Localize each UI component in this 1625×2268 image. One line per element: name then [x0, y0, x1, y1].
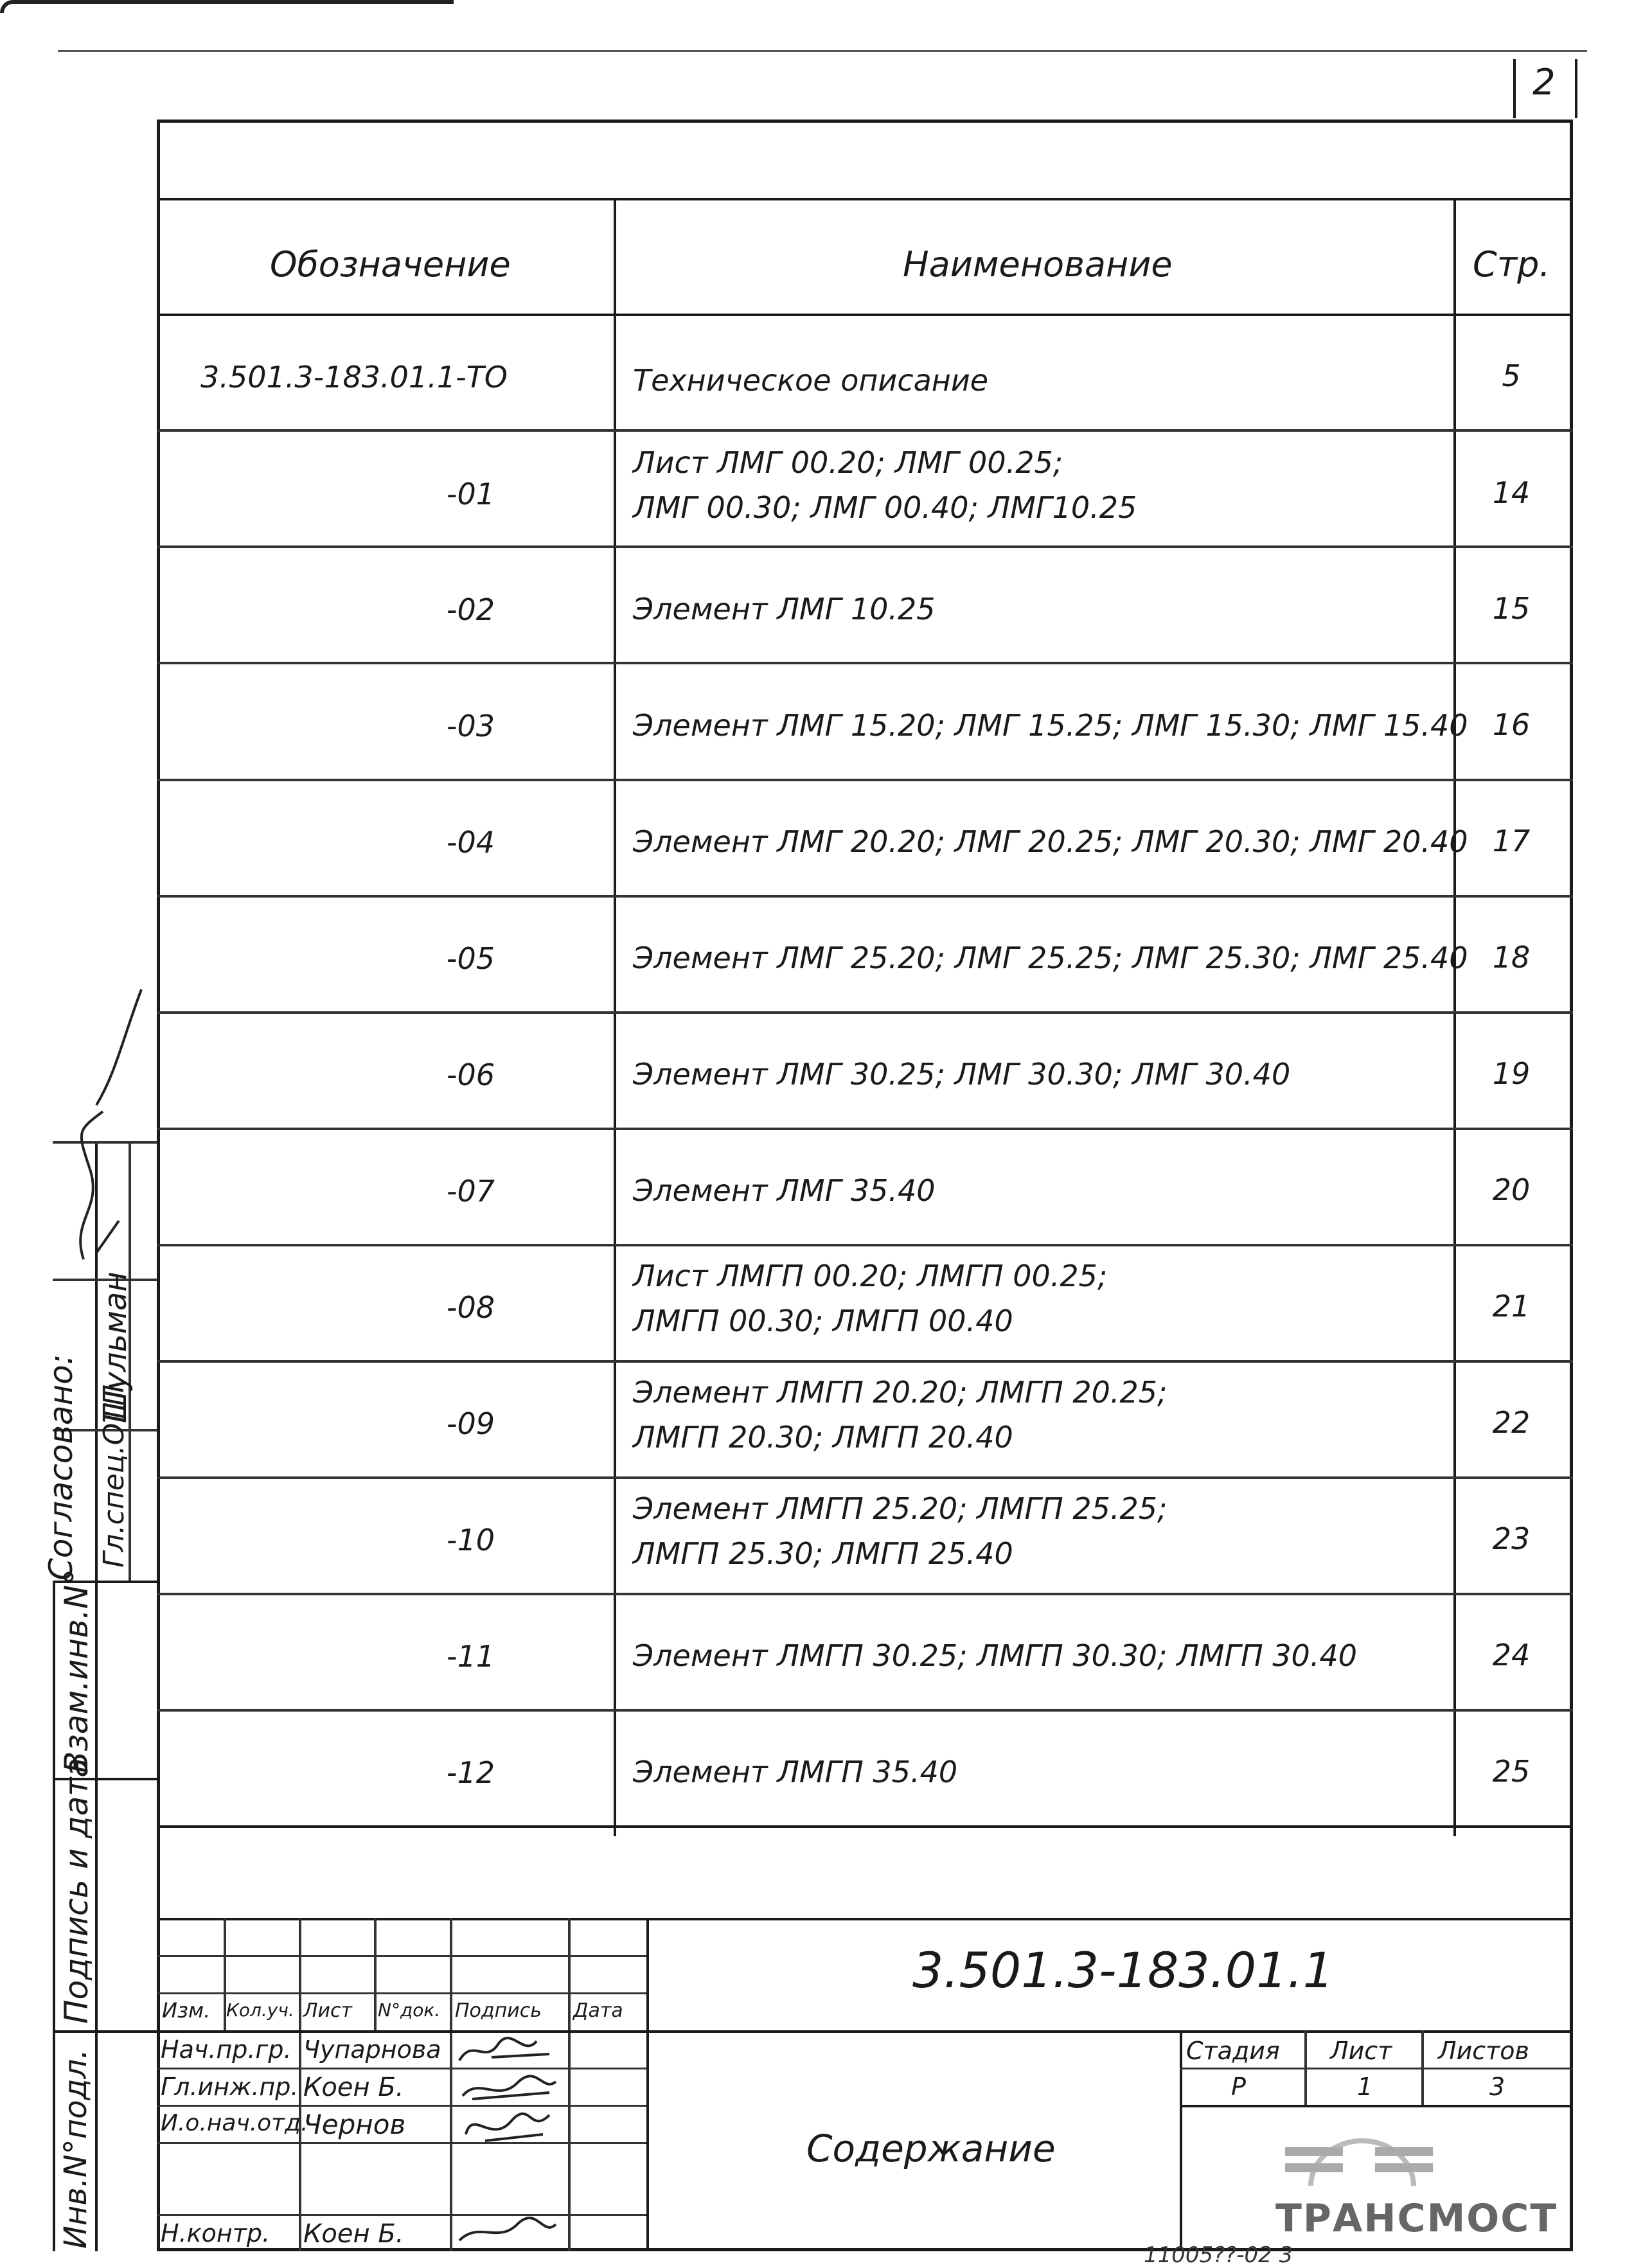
stamp-doc-title: Содержание — [806, 2127, 1056, 2170]
row-page: 19 — [1492, 1056, 1531, 1091]
stamp-person: Коен Б. — [303, 2219, 404, 2249]
stamp-role: Гл.инж.пр. — [161, 2073, 299, 2101]
header-page: Стр. — [1473, 244, 1550, 285]
stamp-sheets-label: Листов — [1438, 2037, 1529, 2065]
table-bottom-line — [157, 1825, 1573, 1828]
row-line — [157, 662, 1573, 664]
row-line — [157, 1593, 1573, 1595]
row-line — [157, 545, 1573, 548]
stamp-row — [157, 2214, 646, 2216]
row-name: Техническое описание — [633, 363, 989, 398]
row-code: 3.501.3-183.01.1-ТО — [200, 360, 508, 394]
row-page: 22 — [1492, 1405, 1531, 1440]
stamp-stage-col — [1180, 2030, 1182, 2251]
row-name: Элемент ЛМГП 30.25; ЛМГП 30.30; ЛМГП 30.40 — [633, 1638, 1357, 1673]
row-line — [157, 895, 1573, 898]
footer-note: 11005??-02 3 — [1144, 2242, 1293, 2268]
row-name-line2: ЛМГП 25.30; ЛМГП 25.40 — [633, 1536, 1013, 1571]
side-inv-orig: Инв.N°подл. — [58, 2049, 94, 2249]
row-name: Элемент ЛМГ 25.20; ЛМГ 25.25; ЛМГ 25.30; ЛМГ 25.40 — [633, 941, 1468, 975]
side-signature — [58, 977, 154, 1272]
row-name: Элемент ЛМГП 35.40 — [633, 1755, 958, 1789]
row-name: Элемент ЛМГ 30.25; ЛМГ 30.30; ЛМГ 30.40 — [633, 1057, 1291, 1092]
row-name: Элемент ЛМГП 25.20; ЛМГП 25.25; — [633, 1491, 1168, 1526]
stamp-person: Чупарнова — [303, 2035, 441, 2064]
row-code: -04 — [446, 825, 495, 860]
row-code: -06 — [446, 1058, 495, 1092]
row-line — [157, 1128, 1573, 1130]
row-line — [157, 429, 1573, 432]
stamp-doc-code: 3.501.3-183.01.1 — [912, 1942, 1334, 1999]
row-line — [157, 1244, 1573, 1246]
header-bottom-line — [157, 314, 1573, 316]
stamp-sheets-value: 3 — [1489, 2073, 1505, 2101]
header-designation: Обозначение — [270, 244, 511, 285]
header-top-line — [157, 198, 1573, 200]
row-code: -09 — [446, 1406, 495, 1441]
company-logo-text: ТРАНСМОСТ — [1275, 2196, 1558, 2241]
stamp-person: Чернов — [303, 2109, 406, 2140]
row-page: 17 — [1492, 824, 1531, 858]
row-code: -07 — [446, 1174, 495, 1209]
stamp-row — [157, 1992, 646, 1994]
side-strip-line — [53, 2030, 157, 2033]
row-line — [157, 1476, 1573, 1479]
stamp-col-date: Дата — [573, 1999, 623, 2022]
stamp-col — [450, 1918, 452, 2251]
row-code: -02 — [446, 592, 495, 627]
row-name-line2: ЛМГП 00.30; ЛМГП 00.40 — [633, 1304, 1013, 1338]
scan-edge — [0, 0, 454, 13]
row-code: -08 — [446, 1290, 495, 1325]
stamp-col-list: Лист — [303, 1999, 353, 2022]
stamp-right-mid-line — [646, 2030, 1573, 2033]
stamp-sheet-label: Лист — [1330, 2037, 1392, 2065]
row-name: Элемент ЛМГ 10.25 — [633, 592, 936, 626]
row-page: 20 — [1492, 1173, 1531, 1207]
row-page: 21 — [1492, 1289, 1531, 1324]
row-code: -11 — [446, 1639, 495, 1674]
side-agreed: Согласовано: — [42, 1354, 80, 1581]
sheet-number: 2 — [1532, 62, 1556, 103]
row-name-line2: ЛМГП 20.30; ЛМГП 20.40 — [633, 1420, 1013, 1455]
stamp-row — [157, 1955, 646, 1957]
row-line — [157, 1709, 1573, 1712]
side-sign-date: Подпись и дата — [58, 1757, 95, 2024]
row-name: Лист ЛМГП 00.20; ЛМГП 00.25; — [633, 1259, 1108, 1293]
row-line — [157, 1360, 1573, 1363]
stamp-row — [157, 2105, 646, 2107]
row-page: 14 — [1492, 475, 1531, 510]
stamp-person: Коен Б. — [303, 2073, 404, 2102]
stamp-role: Н.контр. — [161, 2219, 271, 2247]
row-name: Элемент ЛМГ 15.20; ЛМГ 15.25; ЛМГ 15.30; ЛМГ 15.40 — [633, 708, 1468, 743]
stamp-main-divider — [646, 1918, 649, 2251]
side-strip-outer — [53, 1581, 55, 2251]
row-page: 18 — [1492, 940, 1531, 975]
stamp-col — [374, 1918, 377, 2030]
stamp-col — [299, 1918, 301, 2251]
stamp-role: И.о.нач.отд. — [161, 2110, 308, 2136]
stamp-col-sign: Подпись — [455, 1999, 542, 2022]
signature — [453, 2032, 562, 2250]
stamp-stage-value: Р — [1231, 2073, 1246, 2101]
stamp-stage-line — [1180, 2068, 1573, 2069]
row-name: Элемент ЛМГ 20.20; ЛМГ 20.25; ЛМГ 20.30; ЛМГ 20.40 — [633, 824, 1468, 859]
header-name: Наименование — [903, 244, 1173, 285]
row-line — [157, 1011, 1573, 1014]
stamp-col-ndoc: N°док. — [378, 1999, 441, 2021]
stamp-stage-bottom — [1180, 2105, 1573, 2107]
stamp-role: Нач.пр.гр. — [161, 2035, 292, 2064]
stamp-stage-label: Стадия — [1186, 2037, 1280, 2065]
side-chief-spec: Гл.спец.ОТП — [98, 1384, 130, 1568]
row-page: 16 — [1492, 707, 1531, 742]
stamp-col-izm: Изм. — [162, 1998, 211, 2023]
row-page: 15 — [1492, 591, 1531, 626]
top-rule — [58, 50, 1587, 52]
row-code: -12 — [446, 1755, 495, 1790]
row-page: 24 — [1492, 1638, 1531, 1672]
stamp-top-line — [157, 1918, 1573, 1920]
row-name: Элемент ЛМГ 35.40 — [633, 1173, 936, 1208]
row-code: -03 — [446, 709, 495, 743]
row-name-line2: ЛМГ 00.30; ЛМГ 00.40; ЛМГ10.25 — [633, 490, 1137, 525]
row-page: 5 — [1502, 359, 1521, 393]
side-replace-inv: Взам.инв.N° — [58, 1568, 95, 1773]
col-sep-1 — [614, 198, 616, 1836]
row-name: Лист ЛМГ 00.20; ЛМГ 00.25; — [633, 445, 1063, 480]
stamp-col — [568, 1918, 571, 2251]
row-line — [157, 779, 1573, 781]
stamp-row — [157, 2142, 646, 2144]
stamp-row — [157, 2030, 646, 2033]
stamp-col-koluch: Кол.уч. — [226, 1999, 294, 2021]
row-name: Элемент ЛМГП 20.20; ЛМГП 20.25; — [633, 1375, 1168, 1410]
side-chief-spec-name: Шульман — [98, 1271, 134, 1423]
row-code: -05 — [446, 941, 495, 976]
stamp-sheet-value: 1 — [1357, 2073, 1373, 2101]
row-page: 25 — [1492, 1754, 1531, 1789]
row-code: -10 — [446, 1523, 495, 1557]
row-page: 23 — [1492, 1521, 1531, 1556]
stamp-row — [157, 2068, 646, 2069]
col-sep-2 — [1453, 198, 1456, 1836]
row-code: -01 — [446, 477, 495, 511]
